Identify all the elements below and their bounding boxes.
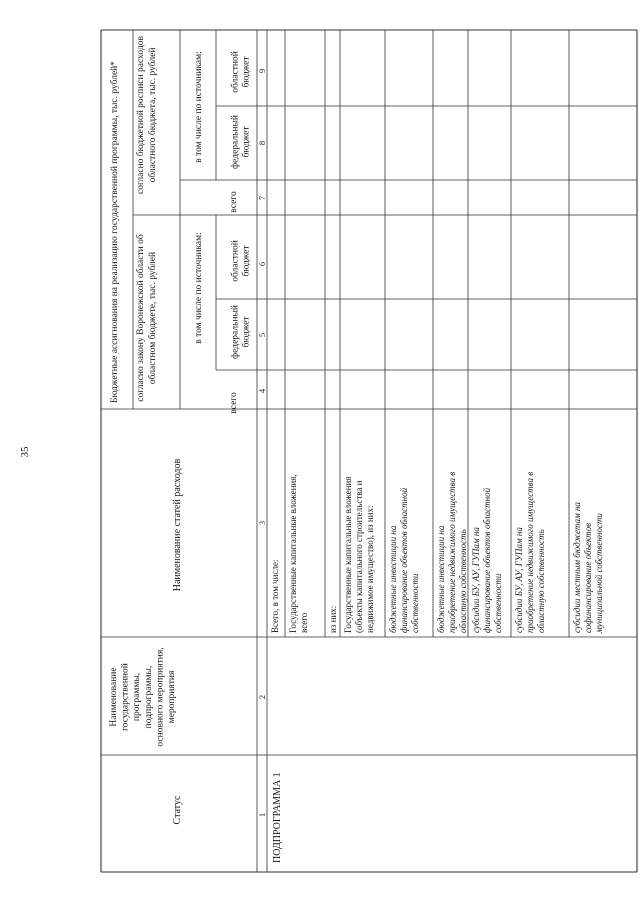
- header-federal-law: федеральныйбюджет: [230, 305, 252, 359]
- expense-item-row: бюджетные инвестиции нафинансирование объектов областнойсобственности: [388, 487, 420, 633]
- expense-item-row: субсидии БУ, АУ, ГУПам нафинансирование объектов областнойсобственности: [471, 487, 503, 633]
- expense-item-row: из них:: [328, 605, 338, 633]
- table-body: [270, 472, 604, 634]
- column-number-8: 8: [257, 140, 267, 146]
- column-number-1: 1: [257, 812, 267, 818]
- column-number-4: 4: [257, 388, 267, 394]
- header-per-regional-law: согласно закону Воронежской области об областном бюджете, тыс. рублей: [136, 234, 158, 402]
- column-number-6: 6: [257, 261, 267, 267]
- status-value: ПОДПРОГРАММА 1: [272, 772, 283, 863]
- column-number-5: 5: [257, 332, 267, 338]
- header-total-list: всего: [229, 191, 239, 213]
- header-federal-list: федеральныйбюджет: [230, 115, 252, 169]
- header-by-sources-list: в том числе по источникам:: [194, 51, 204, 163]
- expense-item-row: бюджетные инвестиции наприобретение недвижимого имущества вобластную собственность: [436, 471, 468, 633]
- header-budget-allocations: Бюджетные ассигнования на реализацию государственной программы, тыс. рублей*: [110, 60, 120, 404]
- expense-item-row: Государственные капитальные вложения,всего: [288, 474, 309, 633]
- expense-item-row: субсидии местным бюджетам насофинансирование объектовмуниципальной собственности: [572, 502, 604, 633]
- header-regional-list: областнойбюджет: [230, 51, 252, 93]
- column-number-3: 3: [257, 520, 267, 526]
- header-expense-items: Наименование статей расходов: [172, 458, 183, 592]
- expense-item-row: субсидии БУ, АУ, ГУПам наприобретение недвижимого имущества вобластную собственность: [514, 471, 546, 633]
- column-number-7: 7: [257, 195, 267, 201]
- expense-item-row: Всего, в том числе:: [270, 559, 280, 633]
- page-number: 35: [19, 446, 31, 458]
- column-numbers-row: [257, 69, 267, 817]
- header-by-sources-law: в том числе по источникам:: [194, 232, 204, 344]
- header-regional-law: областнойбюджет: [230, 240, 252, 282]
- table-grid: [101, 30, 637, 872]
- column-number-2: 2: [257, 694, 267, 700]
- expense-item-row: Государственные капитальные вложения(объекты капитального строительства инедвижимое имущество), из них:: [343, 476, 375, 633]
- column-number-9: 9: [257, 68, 267, 74]
- header-total-law: всего: [229, 392, 239, 414]
- header-per-budget-list: согласно бюджетной росписи расходов областного бюджета, тыс. рублей: [136, 36, 158, 194]
- header-status: Статус: [172, 795, 183, 825]
- header-program-name: Наименование государственной программы, подпрограммы, основного мероприятия, мероприятия: [109, 647, 177, 747]
